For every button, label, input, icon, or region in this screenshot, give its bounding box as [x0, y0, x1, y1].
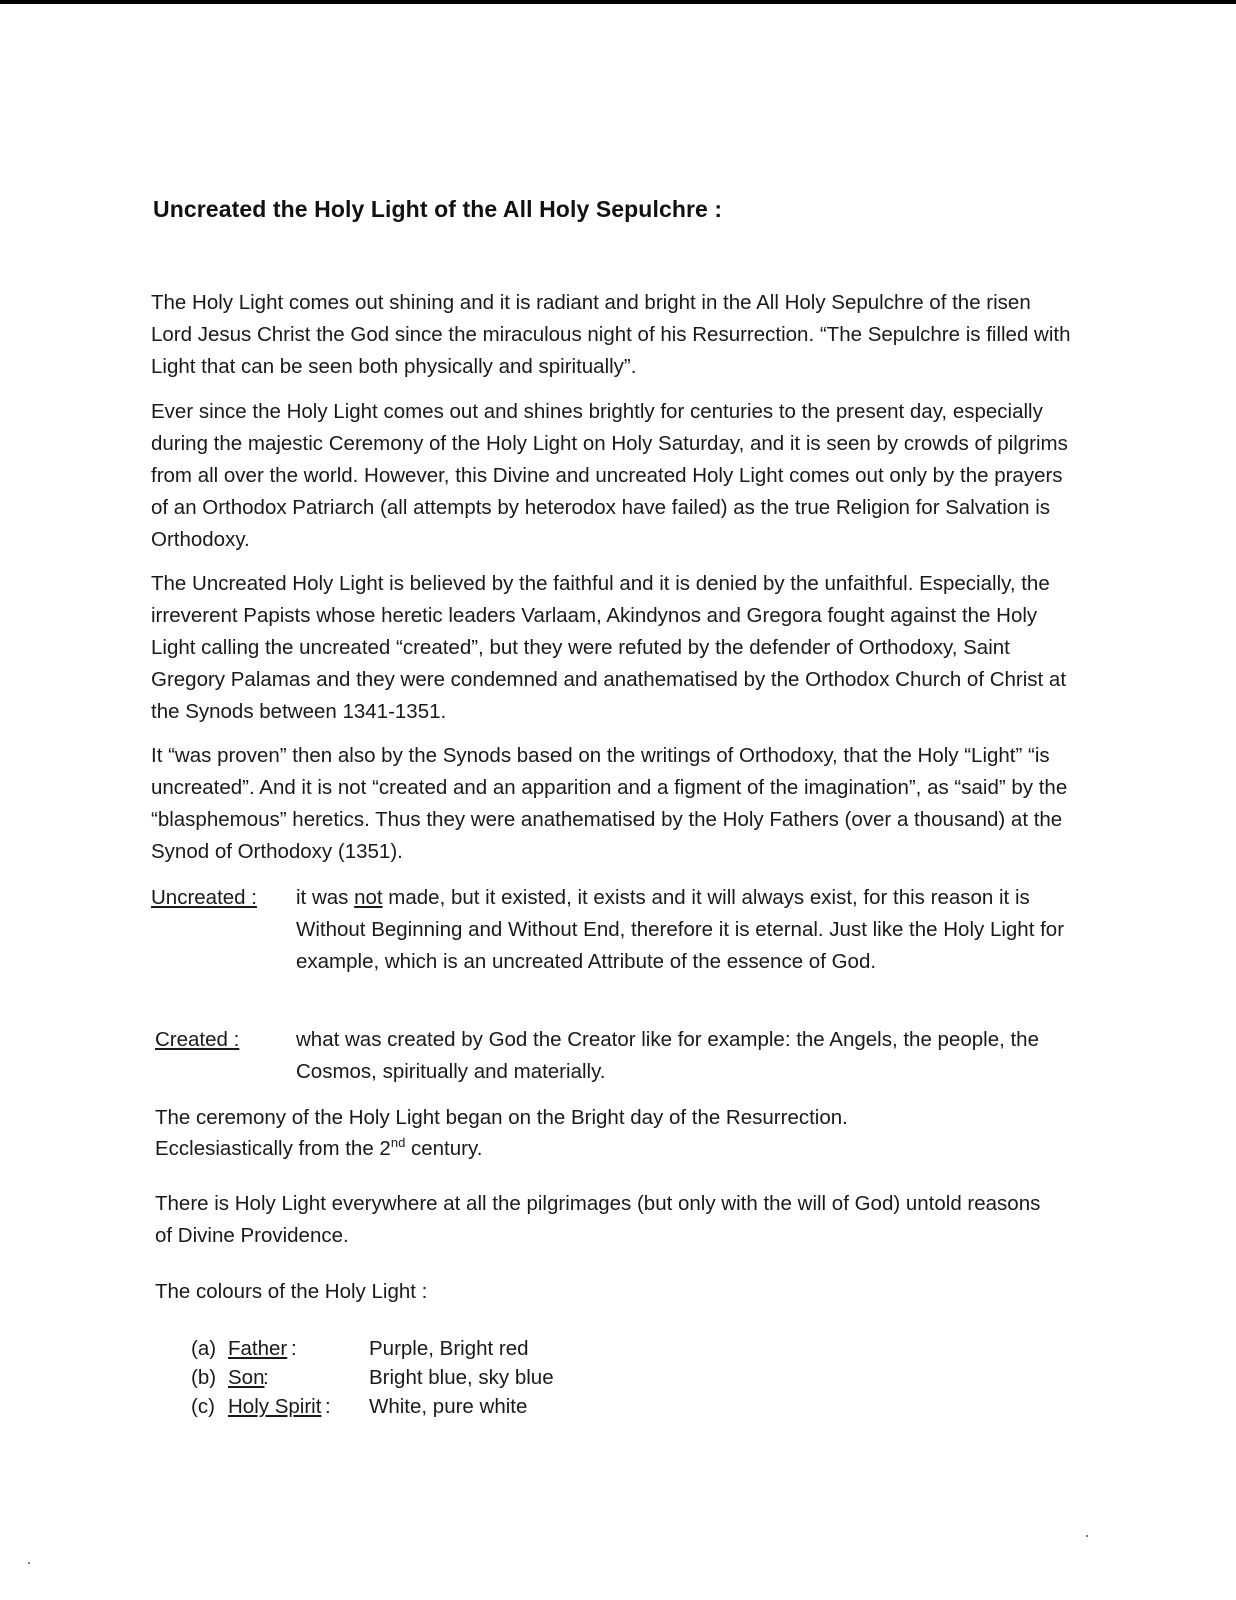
- colour-values: Bright blue, sky blue: [369, 1366, 554, 1389]
- ceremony-line-1: The ceremony of the Holy Light began on the Bright day of the Resurrection.: [155, 1106, 848, 1129]
- colour-person: Father: [228, 1337, 288, 1360]
- scan-speck: [28, 1562, 30, 1564]
- paragraph-3: The Uncreated Holy Light is believed by the faithful and it is denied by the unfaithful. Especially, the irreverent Papists whose heretic leaders Varlaam, Akindynos and Gregora fought against the Holy Light calling the uncreated “created”, but they were refuted by the defender of Orthodoxy, Saint Gregory Palamas and they were condemned and anathematised by the Orthodox Church of Christ at the Synods between 1341-1351.: [151, 572, 1067, 723]
- paragraph-4: It “was proven” then also by the Synods based on the writings of Orthodoxy, that the Holy “Light” “is uncreated”. And it is not “created and an apparition and a figment of the imagination”, as “said” by the “blasphemous” heretics. Thus they were anathematised by the Holy Fathers (over a thousand) at the Synod of Orthodoxy (1351).: [151, 744, 1068, 863]
- definition-term-uncreated: Uncreated :: [151, 886, 257, 909]
- paragraph-2: Ever since the Holy Light comes out and shines brightly for centuries to the present day, especially during the majestic Ceremony of the Holy Light on Holy Saturday, and it is seen by crowds of pilgrims from all over the world. However, this Divine and uncreated Holy Light comes out only by the prayers of an Orthodox Patriarch (all attempts by heterodox have failed) as the true Religion for Salvation is Orthodoxy.: [151, 400, 1068, 551]
- colour-person: Son: [228, 1366, 265, 1389]
- pilgrimages-paragraph: There is Holy Light everywhere at all the pilgrimages (but only with the will of God) untold reasons of Divine Providence.: [155, 1192, 1041, 1247]
- document-title: Uncreated the Holy Light of the All Holy Sepulchre :: [153, 196, 723, 222]
- colour-values: Purple, Bright red: [369, 1337, 529, 1360]
- definition-text-uncreated: it was not made, but it existed, it exists and it will always exist, for this reason it is Without Beginning and Without End, therefore it is eternal. Just like the Holy Light for example, which is an uncreated Attribute of the essence of God.: [296, 886, 1065, 973]
- colours-intro: The colours of the Holy Light :: [155, 1280, 428, 1303]
- ceremony-line-2: Ecclesiastically from the 2nd century.: [155, 1135, 483, 1160]
- scan-top-edge: [0, 0, 1236, 4]
- scan-speck: [1086, 1535, 1088, 1537]
- definition-text-created: what was created by God the Creator like for example: the Angels, the people, the Cosmos, spiritually and materially.: [296, 1028, 1039, 1083]
- colour-values: White, pure white: [369, 1395, 528, 1418]
- paragraph-1: The Holy Light comes out shining and it is radiant and bright in the All Holy Sepulchre of the risen Lord Jesus Christ the God since the miraculous night of his Resurrection. “The Sepulchre is filled with Light that can be seen both physically and spiritually”.: [151, 291, 1071, 378]
- colour-person: Holy Spirit: [228, 1395, 322, 1418]
- definition-term-created: Created :: [155, 1028, 240, 1051]
